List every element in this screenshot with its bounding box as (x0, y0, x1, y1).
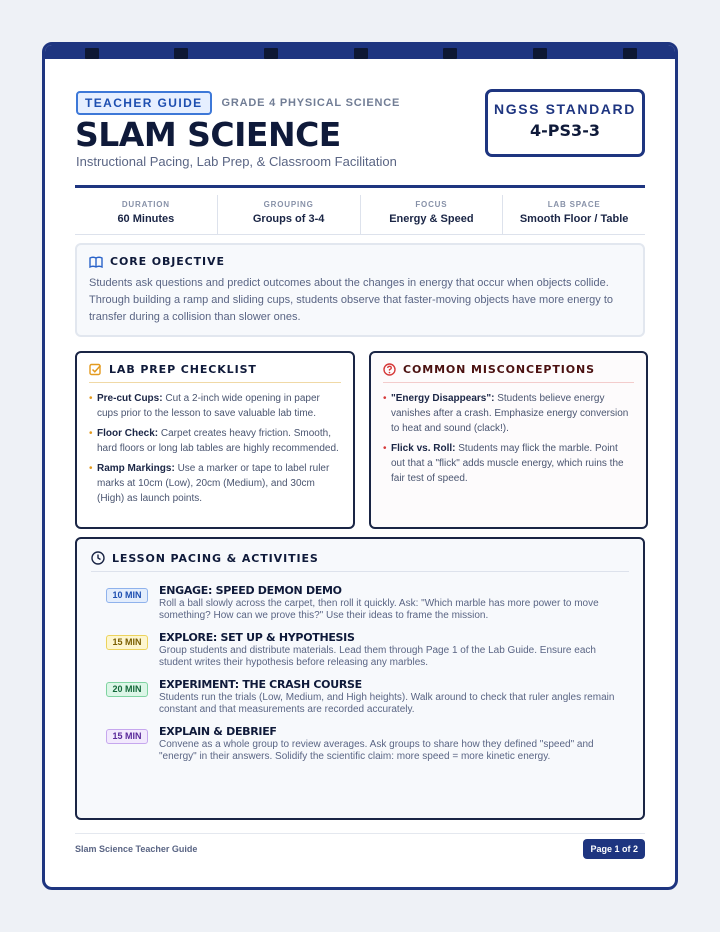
meta-grouping (218, 195, 361, 234)
binder-ring (174, 48, 188, 59)
misconceptions-title: COMMON MISCONCEPTIONS (403, 363, 595, 376)
header-divider (75, 185, 645, 188)
book-icon (89, 256, 103, 268)
lab-prep-header (89, 363, 341, 383)
misconceptions-list (383, 391, 634, 486)
activity-explain (91, 725, 629, 763)
binder-ring (623, 48, 637, 59)
meta-value: 60 Minutes (117, 213, 175, 225)
ngss-standard-box (485, 89, 645, 157)
meta-focus (361, 195, 504, 234)
list-item: • Ramp Markings: Use a marker or tape to label ruler marks at 10cm (Low), 20cm (Medium), and 30cm (High) as launch points. (89, 461, 341, 506)
lab-prep-title: LAB PREP CHECKLIST (109, 363, 257, 376)
activity-title: EXPERIMENT: THE CRASH COURSE (159, 678, 362, 691)
binder-ring (533, 48, 547, 59)
page-title: SLAM SCIENCE (75, 115, 341, 154)
lesson-pacing-header (91, 551, 629, 572)
grade-label: GRADE 4 PHYSICAL SCIENCE (221, 97, 401, 109)
time-badge: 20 MIN (106, 682, 148, 697)
meta-lab-space (503, 195, 645, 234)
lesson-pacing-box (75, 537, 645, 820)
time-badge: 15 MIN (106, 729, 148, 744)
binder-ring (443, 48, 457, 59)
activity-title: EXPLAIN & DEBRIEF (159, 725, 277, 738)
activity-description: Convene as a whole group to review averages. Ask groups to share how they defined "speed" and "energy" in their answers. Solidify the scientific claim: more speed = more kinetic energy. (159, 739, 594, 762)
meta-key: GROUPING (263, 200, 314, 209)
meta-key: LAB SPACE (547, 200, 601, 209)
checklist-icon (89, 363, 102, 376)
lab-prep-list (89, 391, 341, 506)
page-number-badge: Page 1 of 2 (583, 839, 645, 859)
teacher-guide-page (42, 42, 678, 890)
core-objective-text: Students ask questions and predict outcomes about the changes in energy that occur when objects collide. Through building a ramp and sliding cups, students observe that faster-moving objects have more energy to transfer during a collision than slower ones. (89, 277, 614, 323)
activity-description: Group students and distribute materials. Lead them through Page 1 of the Lab Guide. Ensure each student writes their hypothesis before releasing any marbles. (159, 645, 596, 668)
meta-value: Smooth Floor / Table (519, 213, 629, 225)
lab-prep-card (75, 351, 355, 529)
activity-experiment (91, 678, 629, 716)
core-objective-title: CORE OBJECTIVE (110, 255, 225, 268)
question-circle-icon (383, 363, 396, 376)
binder-strip (45, 45, 675, 59)
lesson-pacing-title: LESSON PACING & ACTIVITIES (112, 551, 319, 565)
ngss-label: NGSS STANDARD (494, 101, 636, 117)
page-footer (75, 833, 645, 863)
list-item: • Pre-cut Cups: Cut a 2-inch wide opening in paper cups prior to the lesson to save valuable lab time. (89, 391, 341, 421)
binder-ring (264, 48, 278, 59)
activity-explore (91, 631, 629, 669)
meta-key: FOCUS (415, 200, 448, 209)
activity-description: Roll a ball slowly across the carpet, then roll it quickly. Ask: "Which marble has more power to move something? How can we prove this?" Use their ideas to frame the mission. (159, 598, 599, 621)
meta-value: Energy & Speed (389, 213, 474, 225)
meta-duration (75, 195, 218, 234)
page-subtitle: Instructional Pacing, Lab Prep, & Classroom Facilitation (76, 154, 397, 169)
activity-description: Students run the trials (Low, Medium, and High heights). Walk around to check that ruler angles remain constant and that measurements are recorded accurately. (159, 692, 615, 715)
activity-title: EXPLORE: SET UP & HYPOTHESIS (159, 631, 355, 644)
header-kicker (76, 91, 400, 115)
core-objective-header (89, 255, 631, 268)
meta-value: Groups of 3-4 (252, 213, 325, 225)
ngss-code: 4-PS3-3 (530, 121, 600, 140)
footer-title: Slam Science Teacher Guide (75, 843, 198, 854)
list-item: • Floor Check: Carpet creates heavy friction. Smooth, hard floors or long lab tables are highly recommended. (89, 426, 341, 456)
misconceptions-header (383, 363, 634, 383)
time-badge: 10 MIN (106, 588, 148, 603)
clock-icon (91, 551, 105, 565)
misconceptions-card (369, 351, 648, 529)
meta-key: DURATION (121, 200, 170, 209)
list-item: • "Energy Disappears": Students believe energy vanishes after a crash. Emphasize energy conversion to heat and sound (clack!). (383, 391, 634, 436)
activity-engage (91, 584, 629, 622)
lesson-meta-bar (75, 195, 645, 235)
binder-ring (354, 48, 368, 59)
core-objective-box (75, 243, 645, 337)
binder-ring (85, 48, 99, 59)
list-item: • Flick vs. Roll: Students may flick the marble. Point out that a "flick" adds muscle energy, which ruins the fair test of speed. (383, 441, 634, 486)
teacher-guide-tag: TEACHER GUIDE (76, 91, 212, 115)
activity-title: ENGAGE: SPEED DEMON DEMO (159, 584, 342, 597)
time-badge: 15 MIN (106, 635, 148, 650)
